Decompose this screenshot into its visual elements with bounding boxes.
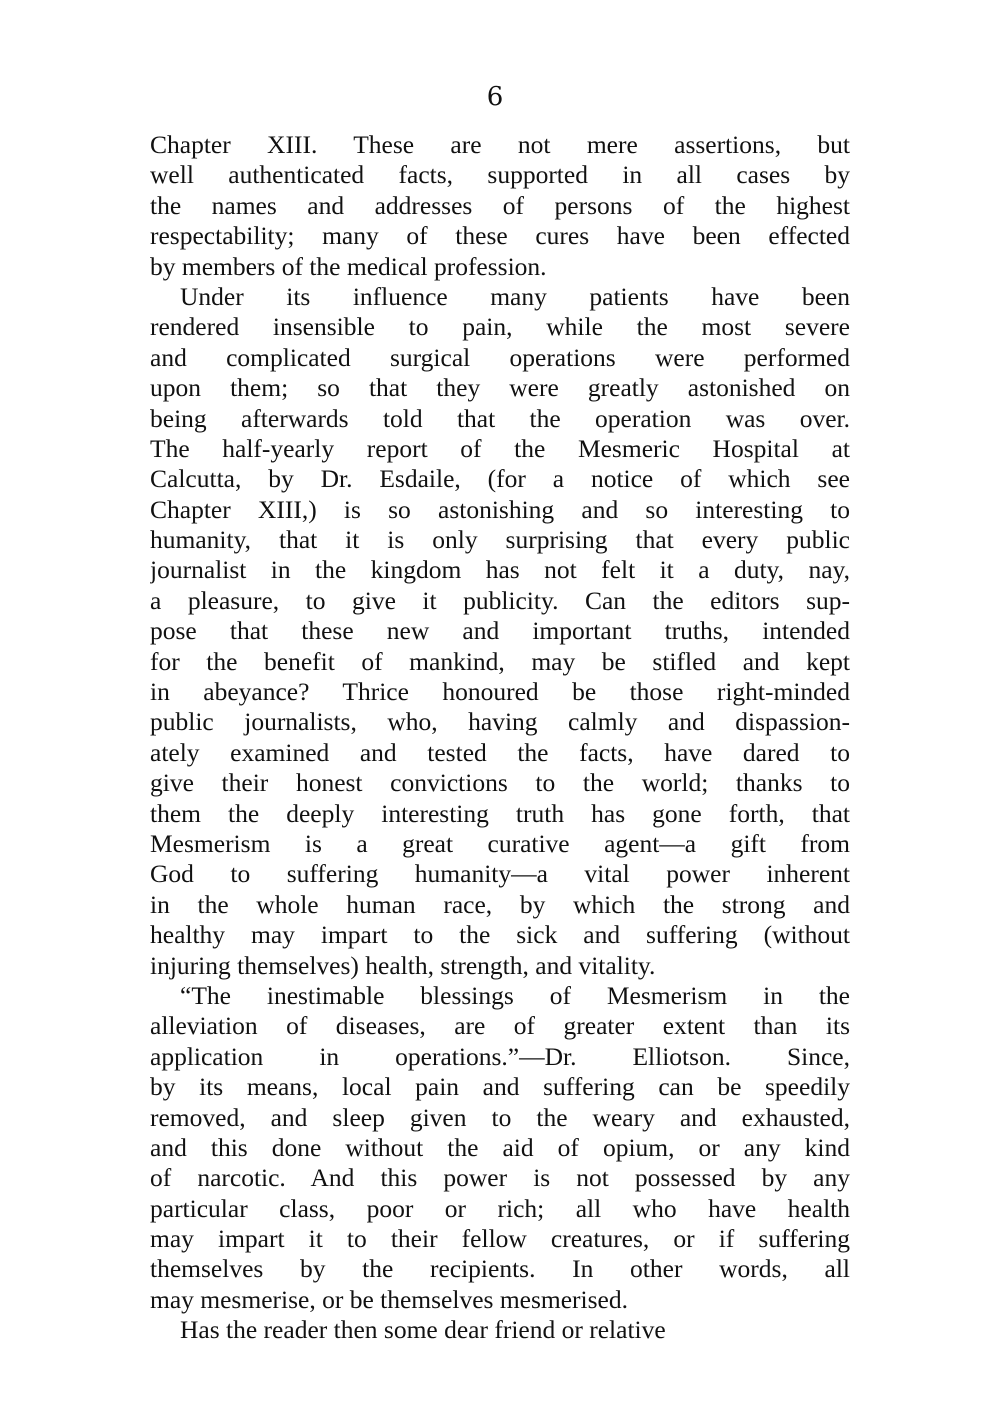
text-line: ately examined and tested the facts, have dared to	[150, 737, 850, 767]
text-line: Mesmerism is a great curative agent—a gift from	[150, 828, 850, 858]
paragraph-start-line: “The inestimable blessings of Mesmerism in the	[180, 980, 850, 1010]
text-line: The half-yearly report of the Mesmeric Hospital at	[150, 433, 850, 463]
text-line: humanity, that it is only surprising that every public	[150, 525, 850, 555]
text-line: themselves by the recipients. In other words, all	[150, 1254, 850, 1284]
text-line: public journalists, who, having calmly and dispassion-	[150, 707, 850, 737]
text-line: rendered insensible to pain, while the most severe	[150, 312, 850, 342]
text-line: and complicated surgical operations were performed	[150, 342, 850, 372]
text-line: them the deeply interesting truth has gone forth, that	[150, 798, 850, 828]
text-line: the names and addresses of persons of the highest	[150, 190, 850, 220]
text-line: particular class, poor or rich; all who have health	[150, 1193, 850, 1223]
text-line: being afterwards told that the operation was over.	[150, 403, 850, 433]
text-line: alleviation of diseases, are of greater extent than its	[150, 1011, 850, 1041]
text-line: and this done without the aid of opium, or any kind	[150, 1132, 850, 1162]
text-line: Calcutta, by Dr. Esdaile, (for a notice of which see	[150, 464, 850, 494]
paragraph-start-line: Has the reader then some dear friend or relative	[180, 1315, 666, 1345]
text-line: healthy may impart to the sick and suffering (without	[150, 920, 850, 950]
text-line: may mesmerise, or be themselves mesmerised.	[150, 1284, 628, 1314]
text-line: upon them; so that they were greatly astonished on	[150, 373, 850, 403]
text-line: by its means, local pain and suffering can be speedily	[150, 1072, 850, 1102]
text-line: may impart it to their fellow creatures, or if suffering	[150, 1224, 850, 1254]
text-line: God to suffering humanity—a vital power inherent	[150, 859, 850, 889]
text-line: Chapter XIII,) is so astonishing and so interesting to	[150, 494, 850, 524]
text-line: pose that these new and important truths, intended	[150, 616, 850, 646]
text-line: well authenticated facts, supported in all cases by	[150, 160, 850, 190]
text-line: of narcotic. And this power is not possessed by any	[150, 1163, 850, 1193]
text-line: journalist in the kingdom has not felt it a duty, nay,	[150, 555, 850, 585]
text-line: in the whole human race, by which the strong and	[150, 889, 850, 919]
text-line: removed, and sleep given to the weary and exhausted,	[150, 1102, 850, 1132]
text-line: respectability; many of these cures have been effected	[150, 221, 850, 251]
text-line: a pleasure, to give it publicity. Can the editors sup-	[150, 585, 850, 615]
body-text	[150, 130, 850, 1346]
text-line: give their honest convictions to the world; thanks to	[150, 768, 850, 798]
text-line: for the benefit of mankind, may be stifled and kept	[150, 646, 850, 676]
page-number: 6	[486, 82, 504, 112]
text-line: by members of the medical profession.	[150, 251, 547, 281]
paragraph-start-line: Under its influence many patients have been	[180, 281, 850, 311]
text-line: Chapter XIII. These are not mere assertions, but	[150, 130, 850, 159]
text-line: in abeyance? Thrice honoured be those right-minded	[150, 677, 850, 707]
text-line: injuring themselves) health, strength, and vitality.	[150, 950, 656, 980]
text-line: application in operations.”—Dr. Elliotson. Since,	[150, 1041, 850, 1071]
